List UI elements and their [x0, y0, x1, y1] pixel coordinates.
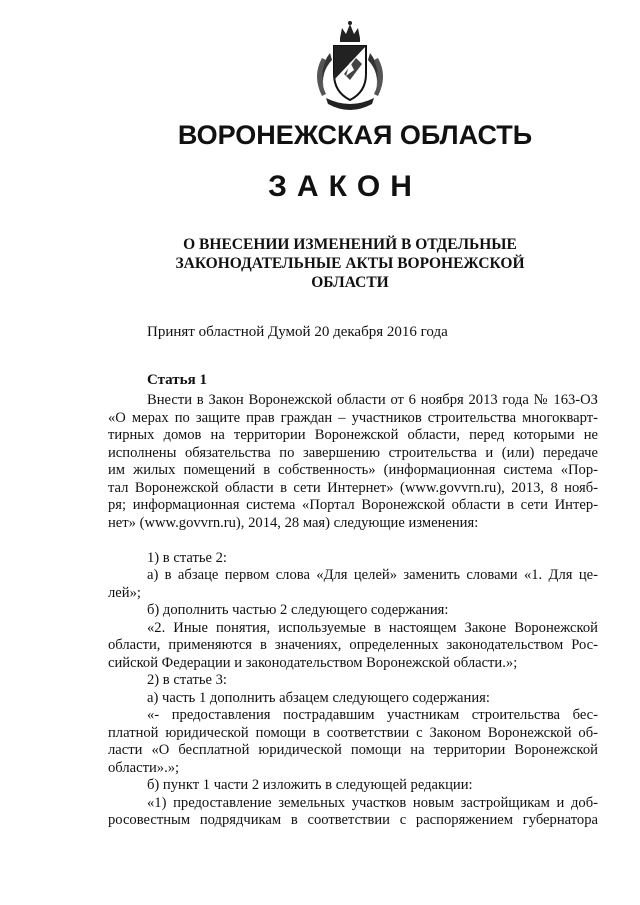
body-line: сийской Федерации и законодательством Воронежской области.»; [108, 654, 518, 671]
body-line: платной юридической помощи в соответствии с Законом Воронежской об- [108, 724, 598, 741]
body-line: б) дополнить частью 2 следующего содержания: [147, 602, 449, 618]
body-line: а) в абзаце первом слова «Для целей» заменить словами «1. Для це- [147, 567, 598, 583]
body-line: б) пункт 1 части 2 изложить в следующей редакции: [147, 777, 473, 793]
law-heading [0, 235, 640, 292]
body-line: ласти «О бесплатной юридической помощи на территории Воронежской [108, 742, 598, 758]
body-line: «1) предоставление земельных участков новым застройщикам и доб- [147, 794, 598, 811]
heading-line: ОБЛАСТИ [311, 274, 389, 291]
body-line: лей»; [108, 584, 141, 601]
body-line: а) часть 1 дополнить абзацем следующего содержания: [147, 689, 490, 706]
accepted-date: Принят областной Думой 20 декабря 2016 года [147, 324, 448, 340]
heading-line: ЗАКОНОДАТЕЛЬНЫЕ АКТЫ ВОРОНЕЖСКОЙ [175, 255, 525, 272]
region-title: ВОРОНЕЖСКАЯ ОБЛАСТЬ [177, 120, 533, 150]
body-line: ря; информационная система «Портал Воронежской области в сети Интер- [108, 497, 598, 513]
blank-line [108, 532, 598, 550]
body-line: исполнены обязательства по завершению строительства и (или) передаче [108, 444, 598, 461]
body-line: области».»; [108, 759, 180, 776]
body-line: области, применяются в значениях, определенных законодательством Рос- [108, 637, 598, 653]
heading-line: О ВНЕСЕНИИ ИЗМЕНЕНИЙ В ОТДЕЛЬНЫЕ [183, 236, 517, 253]
law-title: ЗАКОН [268, 170, 422, 203]
body-line: росовестным подрядчикам в соответствии с распоряжением губернатора [108, 812, 598, 828]
body-line: «2. Иные понятия, используемые в настоящем Законе Воронежской [147, 619, 598, 636]
body-line: 2) в статье 3: [147, 672, 227, 688]
body-line: тирных домов на территории Воронежской области, перед которыми не [108, 427, 598, 443]
body-line: «О мерах по защите прав граждан – участников строительства многокварт- [108, 409, 598, 426]
article-title: Статья 1 [147, 372, 207, 388]
body-line: нет» (www.govvrn.ru), 2014, 28 мая) следующие изменения: [108, 514, 479, 531]
body-line: им жилых помещений в собственность» (информационная система «Пор- [108, 462, 598, 478]
body-line: Внести в Закон Воронежской области от 6 ноября 2013 года № 163-ОЗ [147, 392, 598, 408]
body-line: тал Воронежской области в сети Интернет» (www.govvrn.ru), 2013, 8 нояб- [108, 479, 598, 496]
body-line: 1) в статье 2: [147, 549, 227, 566]
body-line: «- предоставления пострадавшим участникам строительства бес- [147, 707, 598, 723]
voronezh-coat-of-arms-icon [300, 18, 400, 118]
article-body [108, 392, 598, 830]
